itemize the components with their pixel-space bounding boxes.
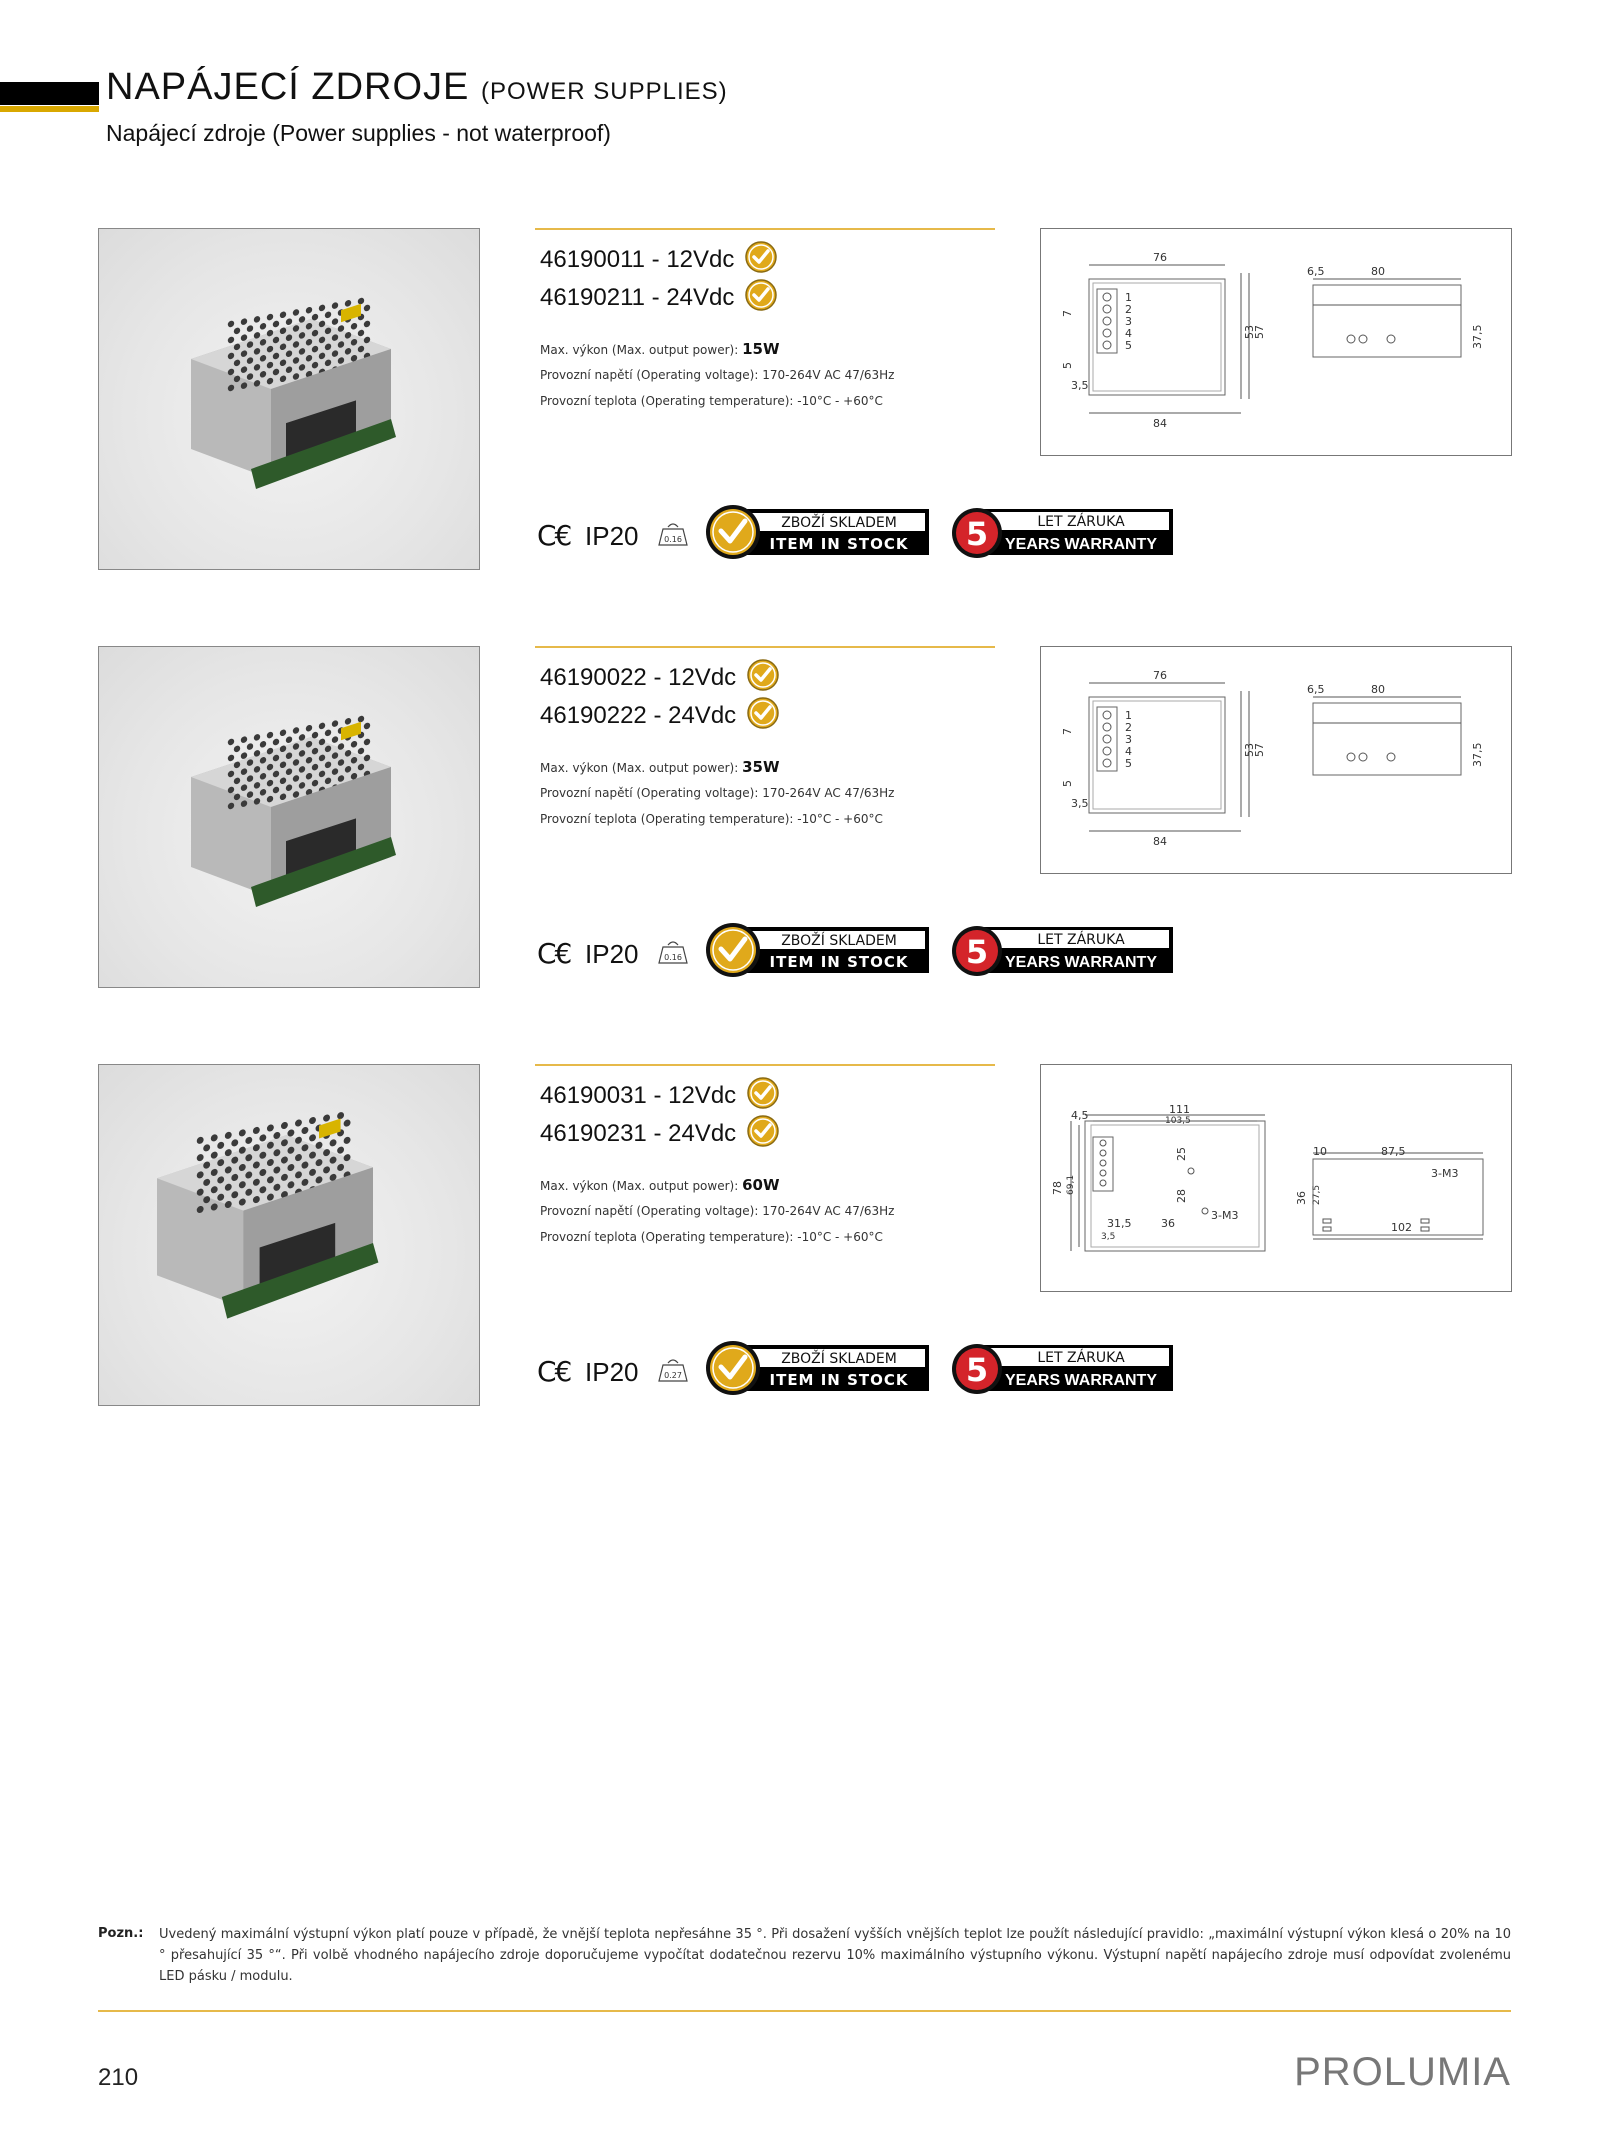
- header-bar-gold: [0, 106, 99, 112]
- spec-voltage: Provozní napětí (Operating voltage): 170-264V AC 47/63Hz: [540, 1204, 895, 1218]
- header-bar-black: [0, 82, 99, 105]
- svg-text:76: 76: [1153, 251, 1167, 264]
- svg-text:84: 84: [1153, 417, 1167, 430]
- product-code-12v: 46190022 - 12Vdc: [540, 658, 780, 699]
- power-value: 35W: [742, 758, 780, 776]
- stock-en-text: ITEM IN STOCK: [769, 1371, 909, 1389]
- svg-text:69,1: 69,1: [1066, 1174, 1076, 1195]
- weight-icon: [657, 939, 689, 965]
- svg-text:0.16: 0.16: [664, 535, 682, 544]
- product-photo: [98, 228, 480, 570]
- svg-text:0.16: 0.16: [664, 953, 682, 962]
- svg-text:7: 7: [1061, 728, 1074, 735]
- svg-text:5: 5: [1125, 339, 1132, 352]
- check-icon: [744, 240, 778, 281]
- warranty-en-text: YEARS WARRANTY: [1004, 954, 1158, 971]
- svg-text:3-M3: 3-M3: [1211, 1209, 1239, 1222]
- power-value: 60W: [742, 1176, 780, 1194]
- page-number: 210: [98, 2064, 139, 2091]
- product-divider: [535, 228, 995, 230]
- product-card: [0, 646, 1600, 991]
- svg-text:2: 2: [1125, 303, 1132, 316]
- warranty-cz-text: LET ZÁRUKA: [1037, 932, 1125, 948]
- svg-text:3,5: 3,5: [1071, 797, 1089, 810]
- svg-text:111: 111: [1169, 1103, 1190, 1116]
- svg-text:7: 7: [1061, 310, 1074, 317]
- warranty-cz-text: LET ZÁRUKA: [1037, 1350, 1125, 1366]
- svg-text:4,5: 4,5: [1071, 1109, 1089, 1122]
- svg-text:10: 10: [1313, 1145, 1327, 1158]
- warranty-years-number: 5: [965, 515, 989, 553]
- weight-icon: [657, 1357, 689, 1383]
- ce-mark-icon: C€: [537, 519, 571, 552]
- product-photo: [98, 1064, 480, 1406]
- note-text: Uvedený maximální výstupní výkon platí pouze v případě, že vnější teplota nepřesáhne 35 °. Při dosažení vyšších vnějších teplot lze použít následující pravidlo: „maximální výstupní výkon klesá o 20% na 10 ° přesahující 35 °“. Při volbě vhodného napájecího zdroje doporučujeme vypočítat dodatečnou rezervu 10% maximálního výstupního výkonu. Výstupní napětí napájecího zdroje musí odpovídat zvolenému LED pásku / modulu.: [159, 1927, 1511, 1984]
- svg-text:0.27: 0.27: [664, 1371, 682, 1380]
- svg-text:4: 4: [1125, 745, 1132, 758]
- warranty-badge: [951, 507, 1177, 559]
- svg-text:27,5: 27,5: [1312, 1184, 1322, 1205]
- product-card: [0, 1064, 1600, 1409]
- svg-text:36: 36: [1295, 1191, 1308, 1205]
- in-stock-badge: [703, 1339, 933, 1397]
- svg-text:36: 36: [1161, 1217, 1175, 1230]
- spec-temperature: Provozní teplota (Operating temperature): -10°C - +60°C: [540, 394, 883, 408]
- svg-text:102: 102: [1391, 1221, 1412, 1234]
- ip-rating: IP20: [585, 521, 639, 551]
- warranty-badge: [951, 925, 1177, 977]
- spec-power: Max. výkon (Max. output power): 15W: [540, 340, 780, 358]
- warranty-cz-text: LET ZÁRUKA: [1037, 514, 1125, 530]
- page-subtitle: Napájecí zdroje (Power supplies - not waterproof): [106, 120, 611, 146]
- in-stock-badge: [703, 503, 933, 561]
- ip-rating: IP20: [585, 939, 639, 969]
- svg-text:31,5: 31,5: [1107, 1217, 1132, 1230]
- ce-mark-icon: C€: [537, 1355, 571, 1388]
- spec-voltage: Provozní napětí (Operating voltage): 170-264V AC 47/63Hz: [540, 368, 895, 382]
- check-icon: [746, 1114, 780, 1155]
- product-badges: [537, 921, 1187, 981]
- product-photo: [98, 646, 480, 988]
- dimension-drawing: [1040, 1064, 1512, 1292]
- svg-text:25: 25: [1175, 1147, 1188, 1161]
- svg-text:53: 53: [1243, 743, 1256, 757]
- stock-en-text: ITEM IN STOCK: [769, 953, 909, 971]
- product-badges: [537, 1339, 1187, 1399]
- svg-text:6,5: 6,5: [1307, 265, 1325, 278]
- spec-power: Max. výkon (Max. output power): 60W: [540, 1176, 780, 1194]
- svg-text:37,5: 37,5: [1471, 324, 1484, 349]
- svg-text:6,5: 6,5: [1307, 683, 1325, 696]
- warranty-years-number: 5: [965, 1351, 989, 1389]
- product-card: [0, 228, 1600, 573]
- dimension-drawing: [1040, 646, 1512, 874]
- product-code-24v: 46190211 - 24Vdc: [540, 278, 778, 319]
- spec-power: Max. výkon (Max. output power): 35W: [540, 758, 780, 776]
- product-badges: [537, 503, 1187, 563]
- ip-rating: IP20: [585, 1357, 639, 1387]
- spec-temperature: Provozní teplota (Operating temperature): -10°C - +60°C: [540, 812, 883, 826]
- svg-text:1: 1: [1125, 709, 1132, 722]
- svg-text:5: 5: [1061, 780, 1074, 787]
- brand-logo-text: PROLUMIA: [1294, 2050, 1511, 2094]
- stock-en-text: ITEM IN STOCK: [769, 535, 909, 553]
- product-divider: [535, 646, 995, 648]
- weight-icon: [657, 521, 689, 547]
- svg-text:76: 76: [1153, 669, 1167, 682]
- warranty-en-text: YEARS WARRANTY: [1004, 1372, 1158, 1389]
- svg-text:28: 28: [1175, 1189, 1188, 1203]
- svg-text:57: 57: [1253, 325, 1266, 339]
- svg-text:3: 3: [1125, 315, 1132, 328]
- stock-cz-text: ZBOŽÍ SKLADEM: [781, 515, 897, 531]
- note-label: Pozn.:: [98, 1926, 144, 1941]
- svg-text:1: 1: [1125, 291, 1132, 304]
- warranty-years-number: 5: [965, 933, 989, 971]
- svg-text:78: 78: [1051, 1181, 1064, 1195]
- title-sub: (POWER SUPPLIES): [480, 78, 728, 105]
- product-code-12v: 46190011 - 12Vdc: [540, 240, 778, 281]
- svg-text:5: 5: [1125, 757, 1132, 770]
- power-value: 15W: [742, 340, 780, 358]
- svg-text:84: 84: [1153, 835, 1167, 848]
- check-icon: [746, 696, 780, 737]
- warranty-badge: [951, 1343, 1177, 1395]
- dimension-drawing: [1040, 228, 1512, 456]
- svg-text:3,5: 3,5: [1101, 1232, 1116, 1242]
- title-main: NAPÁJECÍ ZDROJE: [106, 66, 470, 108]
- ce-mark-icon: C€: [537, 937, 571, 970]
- stock-cz-text: ZBOŽÍ SKLADEM: [781, 933, 897, 949]
- check-icon: [746, 1076, 780, 1117]
- footer-divider: [98, 2010, 1511, 2012]
- svg-text:3,5: 3,5: [1071, 379, 1089, 392]
- svg-text:53: 53: [1243, 325, 1256, 339]
- svg-text:3-M3: 3-M3: [1431, 1167, 1459, 1180]
- stock-cz-text: ZBOŽÍ SKLADEM: [781, 1351, 897, 1367]
- svg-text:2: 2: [1125, 721, 1132, 734]
- product-code-24v: 46190231 - 24Vdc: [540, 1114, 780, 1155]
- svg-text:3: 3: [1125, 733, 1132, 746]
- spec-temperature: Provozní teplota (Operating temperature): -10°C - +60°C: [540, 1230, 883, 1244]
- page-title: [106, 66, 728, 109]
- svg-text:4: 4: [1125, 327, 1132, 340]
- check-icon: [746, 658, 780, 699]
- svg-text:87,5: 87,5: [1381, 1145, 1406, 1158]
- product-code-24v: 46190222 - 24Vdc: [540, 696, 780, 737]
- svg-text:5: 5: [1061, 362, 1074, 369]
- spec-voltage: Provozní napětí (Operating voltage): 170-264V AC 47/63Hz: [540, 786, 895, 800]
- svg-text:80: 80: [1371, 265, 1385, 278]
- svg-text:57: 57: [1253, 743, 1266, 757]
- check-icon: [744, 278, 778, 319]
- svg-text:103,5: 103,5: [1165, 1116, 1191, 1126]
- product-code-12v: 46190031 - 12Vdc: [540, 1076, 780, 1117]
- product-divider: [535, 1064, 995, 1066]
- in-stock-badge: [703, 921, 933, 979]
- svg-text:37,5: 37,5: [1471, 742, 1484, 767]
- svg-text:80: 80: [1371, 683, 1385, 696]
- warranty-en-text: YEARS WARRANTY: [1004, 536, 1158, 553]
